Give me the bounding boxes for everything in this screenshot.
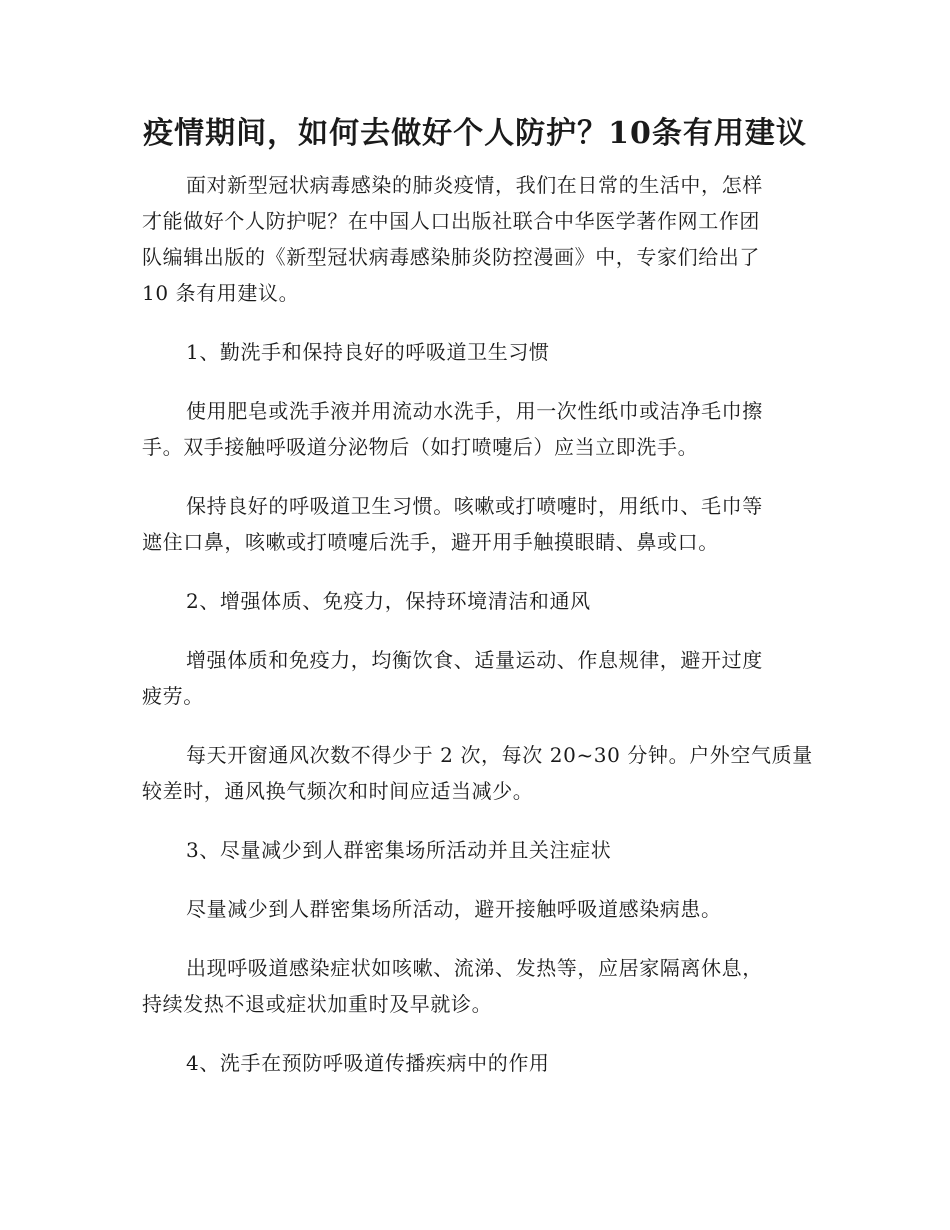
heading-line: 4、洗手在预防呼吸道传播疾病中的作用 <box>186 1051 550 1075</box>
document-body <box>142 167 813 1104</box>
paragraph-ventilation <box>142 737 813 809</box>
paragraph-line: 手。双手接触呼吸道分泌物后（如打喷嚏后）应当立即洗手。 <box>142 435 699 459</box>
paragraph-symptoms <box>142 950 810 1022</box>
paragraph-line: 遮住口鼻，咳嗽或打喷嚏后洗手，避开用手触摸眼睛、鼻或口。 <box>142 530 719 554</box>
paragraph-line: 持续发热不退或症状加重时及早就诊。 <box>142 992 493 1016</box>
paragraph-line: 队编辑出版的《新型冠状病毒感染肺炎防控漫画》中，专家们给出了 <box>142 245 760 269</box>
paragraph-line: 使用肥皂或洗手液并用流动水洗手，用一次性纸巾或洁净毛巾擦 <box>186 399 763 423</box>
section-heading-2 <box>142 583 810 619</box>
paragraph-line: 疲劳。 <box>142 684 204 708</box>
paragraph-line: 10 条有用建议。 <box>142 281 300 305</box>
paragraph-line: 增强体质和免疫力，均衡饮食、适量运动、作息规律，避开过度 <box>186 648 763 672</box>
paragraph-handwashing <box>142 393 810 465</box>
paragraph-crowds <box>142 891 810 927</box>
paragraph-line: 保持良好的呼吸道卫生习惯。咳嗽或打喷嚏时，用纸巾、毛巾等 <box>186 494 763 518</box>
section-heading-4 <box>142 1045 810 1081</box>
paragraph-line: 较差时，通风换气频次和时间应适当减少。 <box>142 779 534 803</box>
heading-line: 1、勤洗手和保持良好的呼吸道卫生习惯 <box>186 340 550 364</box>
paragraph-line: 每天开窗通风次数不得少于 2 次，每次 20~30 分钟。户外空气质量 <box>186 743 813 767</box>
section-heading-1 <box>142 334 810 370</box>
document-title: 疫情期间，如何去做好个人防护？10条有用建议 <box>143 116 807 151</box>
paragraph-immunity <box>142 642 810 714</box>
paragraph-respiratory-hygiene <box>142 488 810 560</box>
heading-line: 3、尽量减少到人群密集场所活动并且关注症状 <box>186 838 612 862</box>
paragraph-line: 尽量减少到人群密集场所活动，避开接触呼吸道感染病患。 <box>186 897 722 921</box>
heading-line: 2、增强体质、免疫力，保持环境清洁和通风 <box>186 589 591 613</box>
paragraph-line: 才能做好个人防护呢？在中国人口出版社联合中华医学著作网工作团 <box>142 209 760 233</box>
paragraph-line: 面对新型冠状病毒感染的肺炎疫情，我们在日常的生活中，怎样 <box>186 173 763 197</box>
section-heading-3 <box>142 832 810 868</box>
paragraph-line: 出现呼吸道感染症状如咳嗽、流涕、发热等，应居家隔离休息， <box>186 956 763 980</box>
paragraph-intro <box>142 167 810 311</box>
